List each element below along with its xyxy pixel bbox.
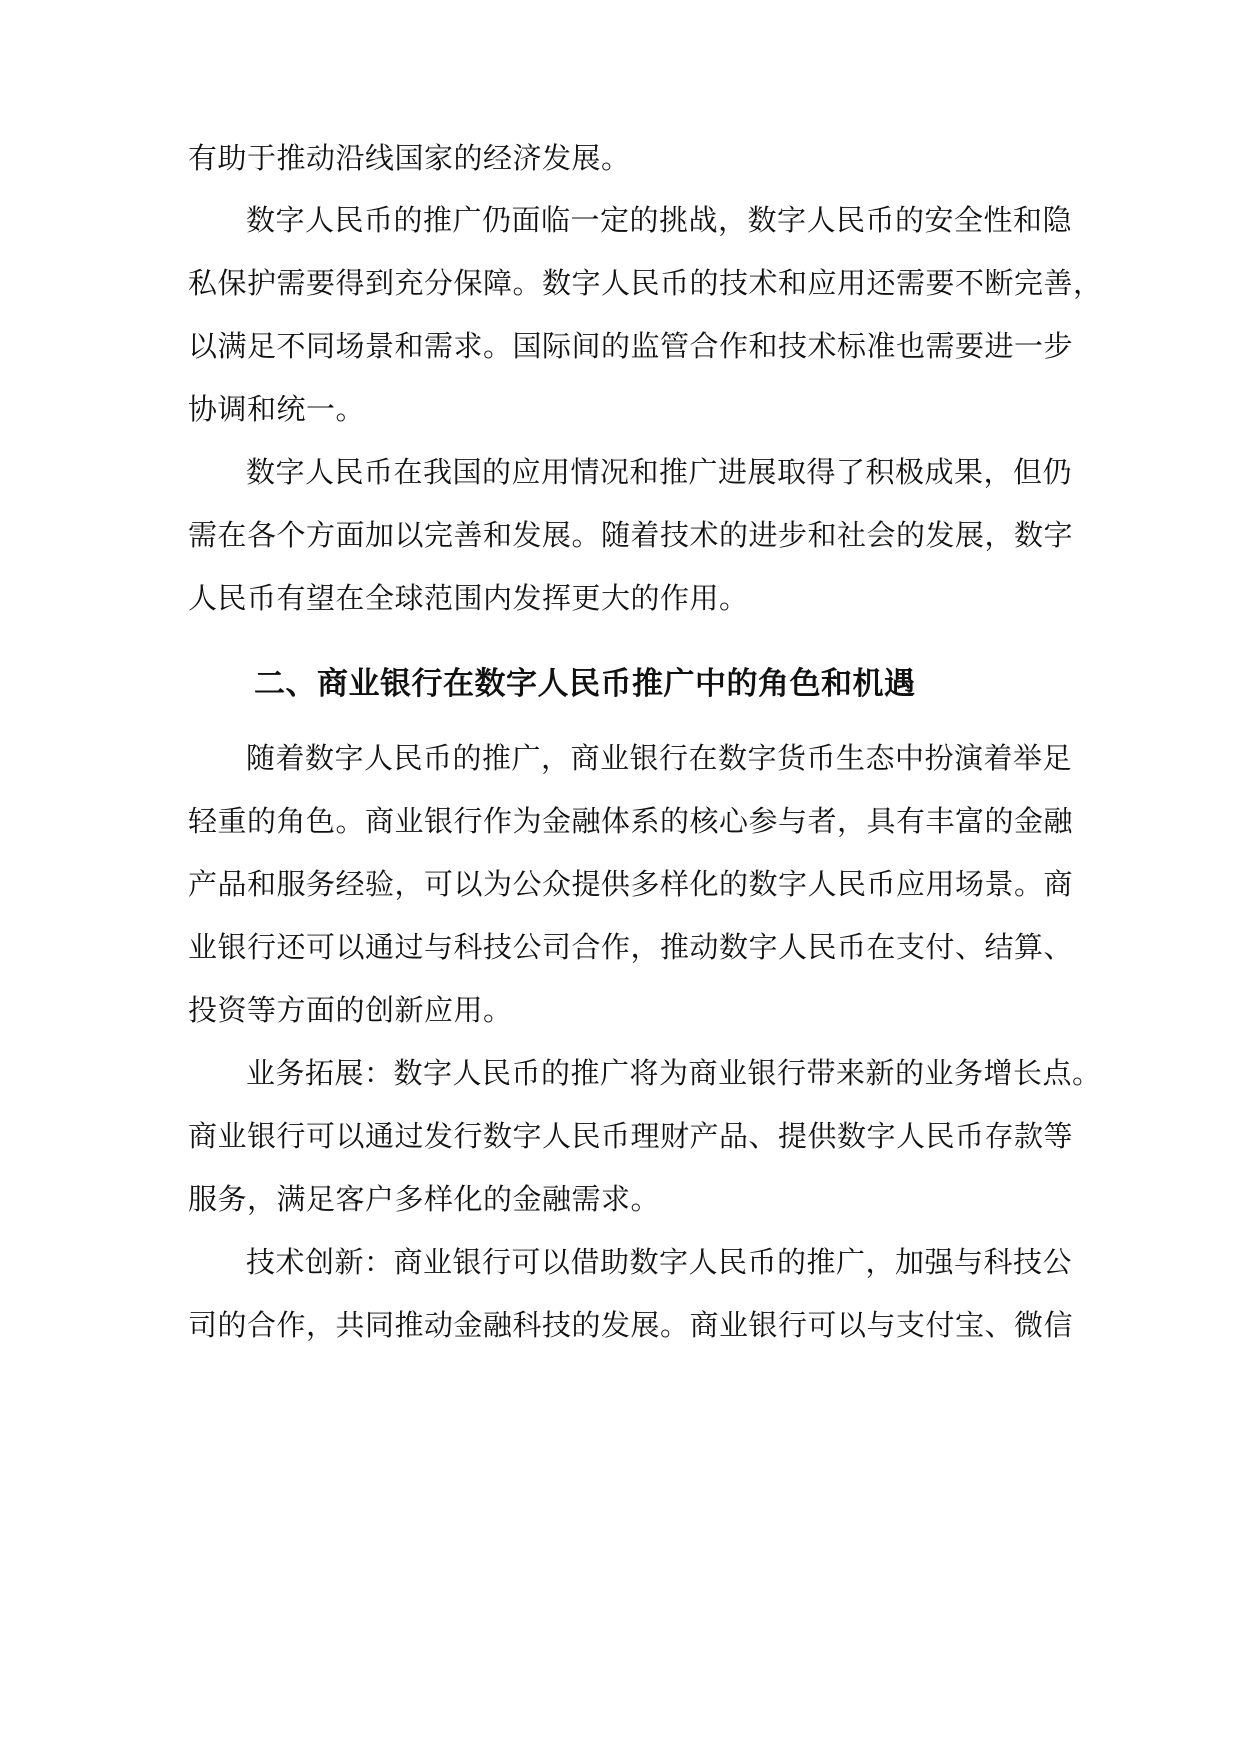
- paragraph-line: 以满足不同场景和需求。国际间的监管合作和技术标准也需要进一步: [188, 329, 1074, 363]
- paragraph-line: 随着数字人民币的推广，商业银行在数字货币生态中扮演着举足: [246, 741, 1073, 775]
- paragraph-line: 协调和统一。: [188, 392, 366, 426]
- paragraph-line: 人民币有望在全球范围内发挥更大的作用。: [188, 581, 749, 615]
- section-heading: 二、商业银行在数字人民币推广中的角色和机遇: [254, 666, 916, 702]
- paragraph-line: 需在各个方面加以完善和发展。随着技术的进步和社会的发展，数字: [188, 518, 1074, 552]
- paragraph-line: 轻重的角色。商业银行作为金融体系的核心参与者，具有丰富的金融: [188, 804, 1074, 838]
- paragraph-line: 服务，满足客户多样化的金融需求。: [188, 1182, 661, 1216]
- paragraph-line: 有助于推动沿线国家的经济发展。: [188, 141, 631, 175]
- paragraph-line: 私保护需要得到充分保障。数字人民币的技术和应用还需要不断完善，: [188, 266, 1103, 300]
- paragraph-line: 司的合作，共同推动金融科技的发展。商业银行可以与支付宝、微信: [188, 1308, 1074, 1342]
- paragraph-line: 投资等方面的创新应用。: [188, 993, 513, 1027]
- paragraph-line: 业务拓展：数字人民币的推广将为商业银行带来新的业务增长点。: [246, 1056, 1102, 1090]
- paragraph-line: 数字人民币在我国的应用情况和推广进展取得了积极成果，但仍: [246, 455, 1073, 489]
- paragraph-line: 业银行还可以通过与科技公司合作，推动数字人民币在支付、结算、: [188, 930, 1074, 964]
- paragraph-line: 数字人民币的推广仍面临一定的挑战，数字人民币的安全性和隐: [246, 203, 1073, 237]
- paragraph-line: 产品和服务经验，可以为公众提供多样化的数字人民币应用场景。商: [188, 867, 1074, 901]
- paragraph-line: 技术创新：商业银行可以借助数字人民币的推广，加强与科技公: [246, 1245, 1073, 1279]
- paragraph-line: 商业银行可以通过发行数字人民币理财产品、提供数字人民币存款等: [188, 1119, 1074, 1153]
